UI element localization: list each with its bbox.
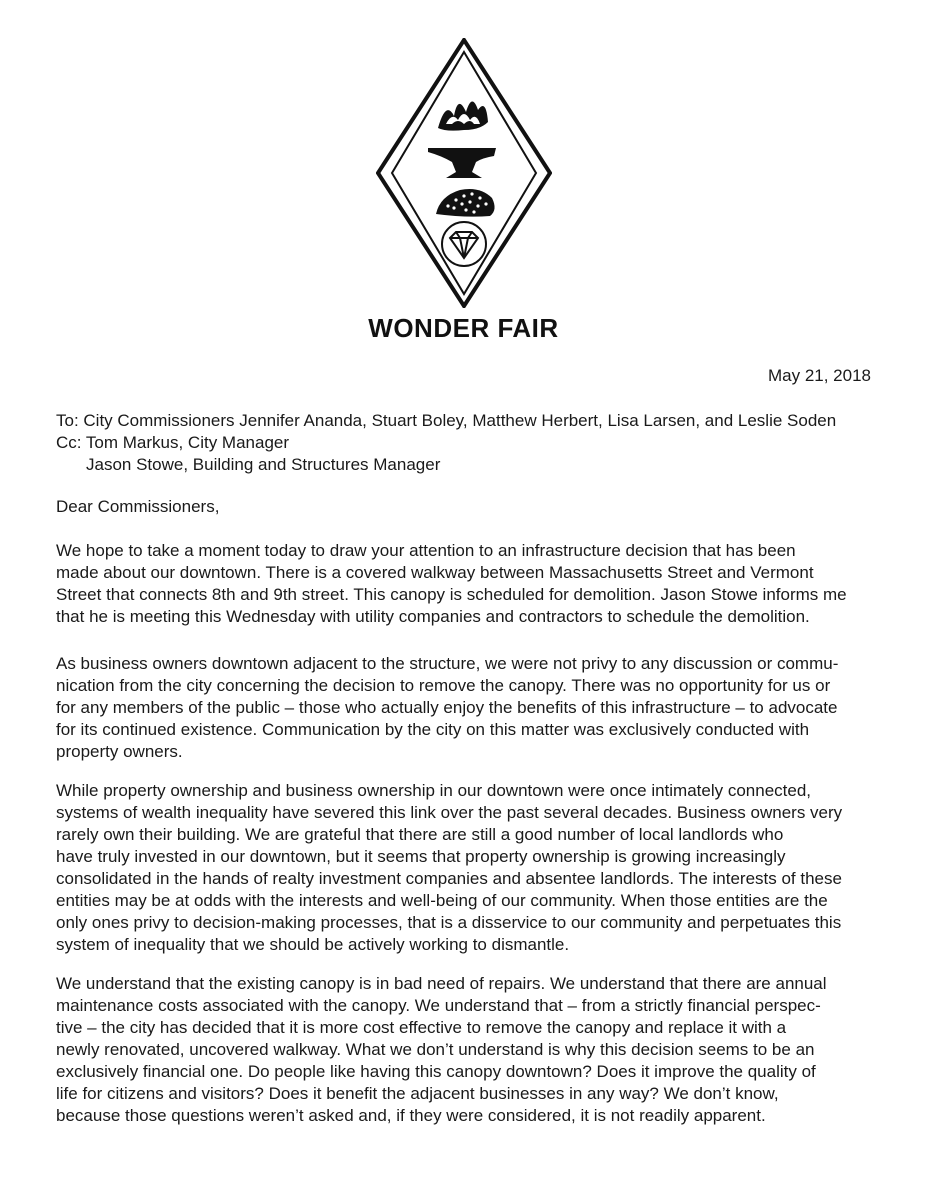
cc-line: Cc: Tom Markus, City Manager [56, 433, 290, 452]
paragraph-line: system of inequality that we should be actively working to dismantle. [56, 935, 570, 954]
anvil-icon [428, 148, 496, 178]
paragraph-line: tive – the city has decided that it is more cost effective to remove the canopy and replace it with a [56, 1018, 787, 1037]
paragraph-line: While property ownership and business ownership in our downtown were once intimately connected, [56, 781, 812, 800]
paragraph-1 [56, 540, 874, 628]
paragraph-line: We hope to take a moment today to draw your attention to an infrastructure decision that has been [56, 541, 796, 560]
recipients-block [56, 410, 836, 476]
paragraph-line: systems of wealth inequality have severed this link over the past several decades. Business owners very [56, 803, 843, 822]
brand-name: WONDER FAIR [368, 313, 559, 343]
paragraph-line: exclusively financial one. Do people like having this canopy downtown? Does it improve the quality of [56, 1062, 816, 1081]
paragraph-line: nication from the city concerning the decision to remove the canopy. There was no opportunity for us or [56, 676, 831, 695]
paragraph-line: have truly invested in our downtown, but it seems that property ownership is growing increasingly [56, 847, 786, 866]
paragraph-line: because those questions weren’t asked and, if they were considered, it is not readily apparent. [56, 1106, 766, 1125]
paragraph-4 [56, 973, 874, 1127]
letter-date: May 21, 2018 [767, 366, 871, 385]
paragraph-3 [56, 780, 874, 956]
paragraph-line: newly renovated, uncovered walkway. What we don’t understand is why this decision seems to be an [56, 1040, 815, 1059]
paragraph-line: for its continued existence. Communication by the city on this matter was exclusively conducted with [56, 720, 810, 739]
paragraph-2 [56, 653, 874, 763]
paragraph-line: Street that connects 8th and 9th street. This canopy is scheduled for demolition. Jason Stowe informs me [56, 585, 847, 604]
paragraph-line: consolidated in the hands of realty investment companies and absentee landlords. The interests of these [56, 869, 842, 888]
paragraph-line: life for citizens and visitors? Does it benefit the adjacent businesses in any way? We don’t know, [56, 1084, 779, 1103]
paragraph-line: only ones privy to decision-making processes, that is a disservice to our community and perpetuates this [56, 913, 842, 932]
paragraph-line: rarely own their building. We are grateful that there are still a good number of local landlords who [56, 825, 784, 844]
paragraph-line: As business owners downtown adjacent to the structure, we were not privy to any discussion or commu- [56, 654, 839, 673]
paragraph-line: entities may be at odds with the interests and well-being of our community. When those entities are the [56, 891, 828, 910]
paragraph-line: property owners. [56, 742, 183, 761]
cc-line-2: Jason Stowe, Building and Structures Manager [86, 455, 441, 474]
paragraph-line: that he is meeting this Wednesday with utility companies and contractors to schedule the demolition. [56, 607, 810, 626]
paragraph-line: maintenance costs associated with the canopy. We understand that – from a strictly financial perspec- [56, 996, 821, 1015]
rock-icon [436, 189, 495, 217]
gem-icon [442, 222, 486, 266]
paragraph-line: made about our downtown. There is a covered walkway between Massachusetts Street and Vermont [56, 563, 814, 582]
paragraph-line: We understand that the existing canopy is in bad need of repairs. We understand that there are annual [56, 974, 827, 993]
to-line: To: City Commissioners Jennifer Ananda, Stuart Boley, Matthew Herbert, Lisa Larsen, and Leslie Soden [56, 411, 837, 430]
paragraph-line: for any members of the public – those who actually enjoy the benefits of this infrastructure – to advocate [56, 698, 838, 717]
salutation: Dear Commissioners, [56, 497, 220, 516]
fire-icon [438, 101, 488, 130]
wonder-fair-logo [376, 38, 552, 308]
